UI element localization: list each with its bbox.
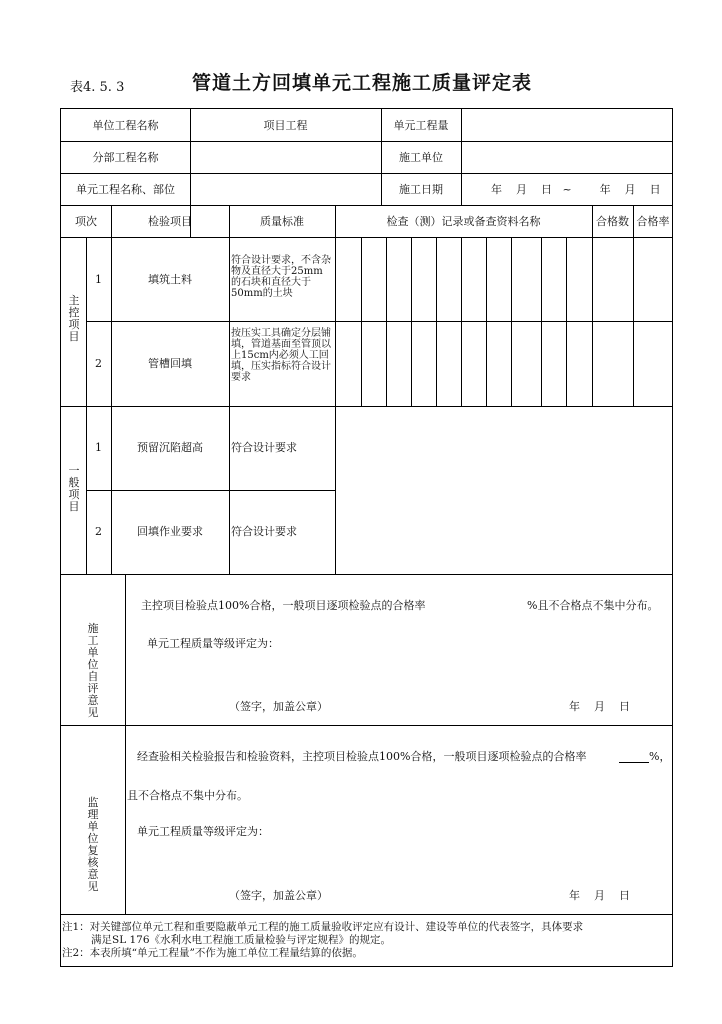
note-2: 注2：本表所填“单元工程量”不作为施工单位工程量结算的依据。 bbox=[62, 947, 363, 959]
col-pass-count: 合格数 bbox=[596, 215, 629, 228]
general-item-1-name: 预留沉陷超高 bbox=[137, 441, 203, 454]
construction-date-range: 年 月 日 ~ 年 月 日 bbox=[491, 183, 661, 196]
supervision-line1: 经查验相关检验报告和检验资料，主控项目检验点100%合格，一般项目逐项检验点的合格率 bbox=[137, 750, 587, 763]
note-1: 注1：对关键部位单元工程和重要隐蔽单元工程的施工质量验收评定应有设计、建设等单位的代表签字，具体要求 bbox=[62, 921, 584, 933]
unit-project-name-value: 项目工程 bbox=[263, 119, 308, 132]
supervision-line3: 单元工程质量等级评定为： bbox=[137, 825, 269, 838]
general-item-1-standard: 符合设计要求 bbox=[231, 441, 297, 454]
page-title: 管道土方回填单元工程施工质量评定表 bbox=[192, 72, 533, 94]
general-item-2-no: 2 bbox=[95, 525, 102, 538]
unit-project-name-label: 单位工程名称 bbox=[92, 119, 159, 132]
general-items-group-label: 一般项目 bbox=[68, 464, 80, 513]
main-item-2-name: 管槽回填 bbox=[148, 357, 192, 370]
self-eval-line2: 单元工程质量等级评定为： bbox=[147, 637, 279, 650]
col-quality-standard: 质量标准 bbox=[260, 215, 304, 228]
col-pass-rate: 合格率 bbox=[636, 215, 670, 228]
self-eval-date: 年 月 日 bbox=[569, 700, 630, 713]
unit-quantity-label: 单元工程量 bbox=[393, 119, 449, 132]
supervision-label: 监理单位复核意见 bbox=[87, 796, 99, 893]
sub-project-name-label: 分部工程名称 bbox=[92, 151, 159, 164]
construction-date-label: 施工日期 bbox=[399, 183, 443, 196]
main-item-1-name: 填筑土料 bbox=[148, 273, 192, 286]
supervision-line2: 且不合格点不集中分布。 bbox=[127, 789, 248, 802]
self-eval-line1-end: %且不合格点不集中分布。 bbox=[527, 599, 659, 612]
pass-rate-blank[interactable] bbox=[619, 752, 649, 763]
general-item-2-standard: 符合设计要求 bbox=[231, 525, 297, 538]
main-item-1-no: 1 bbox=[95, 273, 102, 286]
col-records: 检查（测）记录或备查资料名称 bbox=[386, 215, 541, 228]
unit-name-location-label: 单元工程名称、部位 bbox=[76, 183, 175, 196]
general-item-1-no: 1 bbox=[95, 441, 102, 454]
main-item-2-no: 2 bbox=[95, 357, 102, 370]
main-item-2-standard: 按压实工具确定分层铺填，管道基面至管顶以上15cm内必须人工回填，压实指标符合设计要求 bbox=[231, 328, 331, 383]
construction-unit-label: 施工单位 bbox=[399, 151, 443, 164]
general-item-2-name: 回填作业要求 bbox=[137, 525, 203, 538]
col-inspection-item: 检验项目 bbox=[148, 215, 192, 228]
note-1-cont: 满足SL 176《水利水电工程施工质量检验与评定规程》的规定。 bbox=[91, 934, 392, 946]
evaluation-form bbox=[60, 108, 673, 967]
self-eval-line1: 主控项目检验点100%合格，一般项目逐项检验点的合格率 bbox=[141, 599, 426, 612]
self-eval-label: 施工单位自评意见 bbox=[87, 622, 99, 719]
supervision-line1-end: %， bbox=[649, 750, 671, 763]
self-eval-sign: （签字，加盖公章） bbox=[229, 700, 328, 713]
supervision-sign: （签字，加盖公章） bbox=[229, 889, 328, 902]
main-items-group-label: 主控项目 bbox=[68, 294, 80, 343]
table-number: 表4. 5. 3 bbox=[70, 80, 125, 95]
col-item-no: 项次 bbox=[75, 215, 97, 228]
main-item-1-standard: 符合设计要求，不含杂物及直径大于25mm的石块和直径大于50mm的土块 bbox=[231, 255, 331, 299]
supervision-date: 年 月 日 bbox=[569, 889, 630, 902]
